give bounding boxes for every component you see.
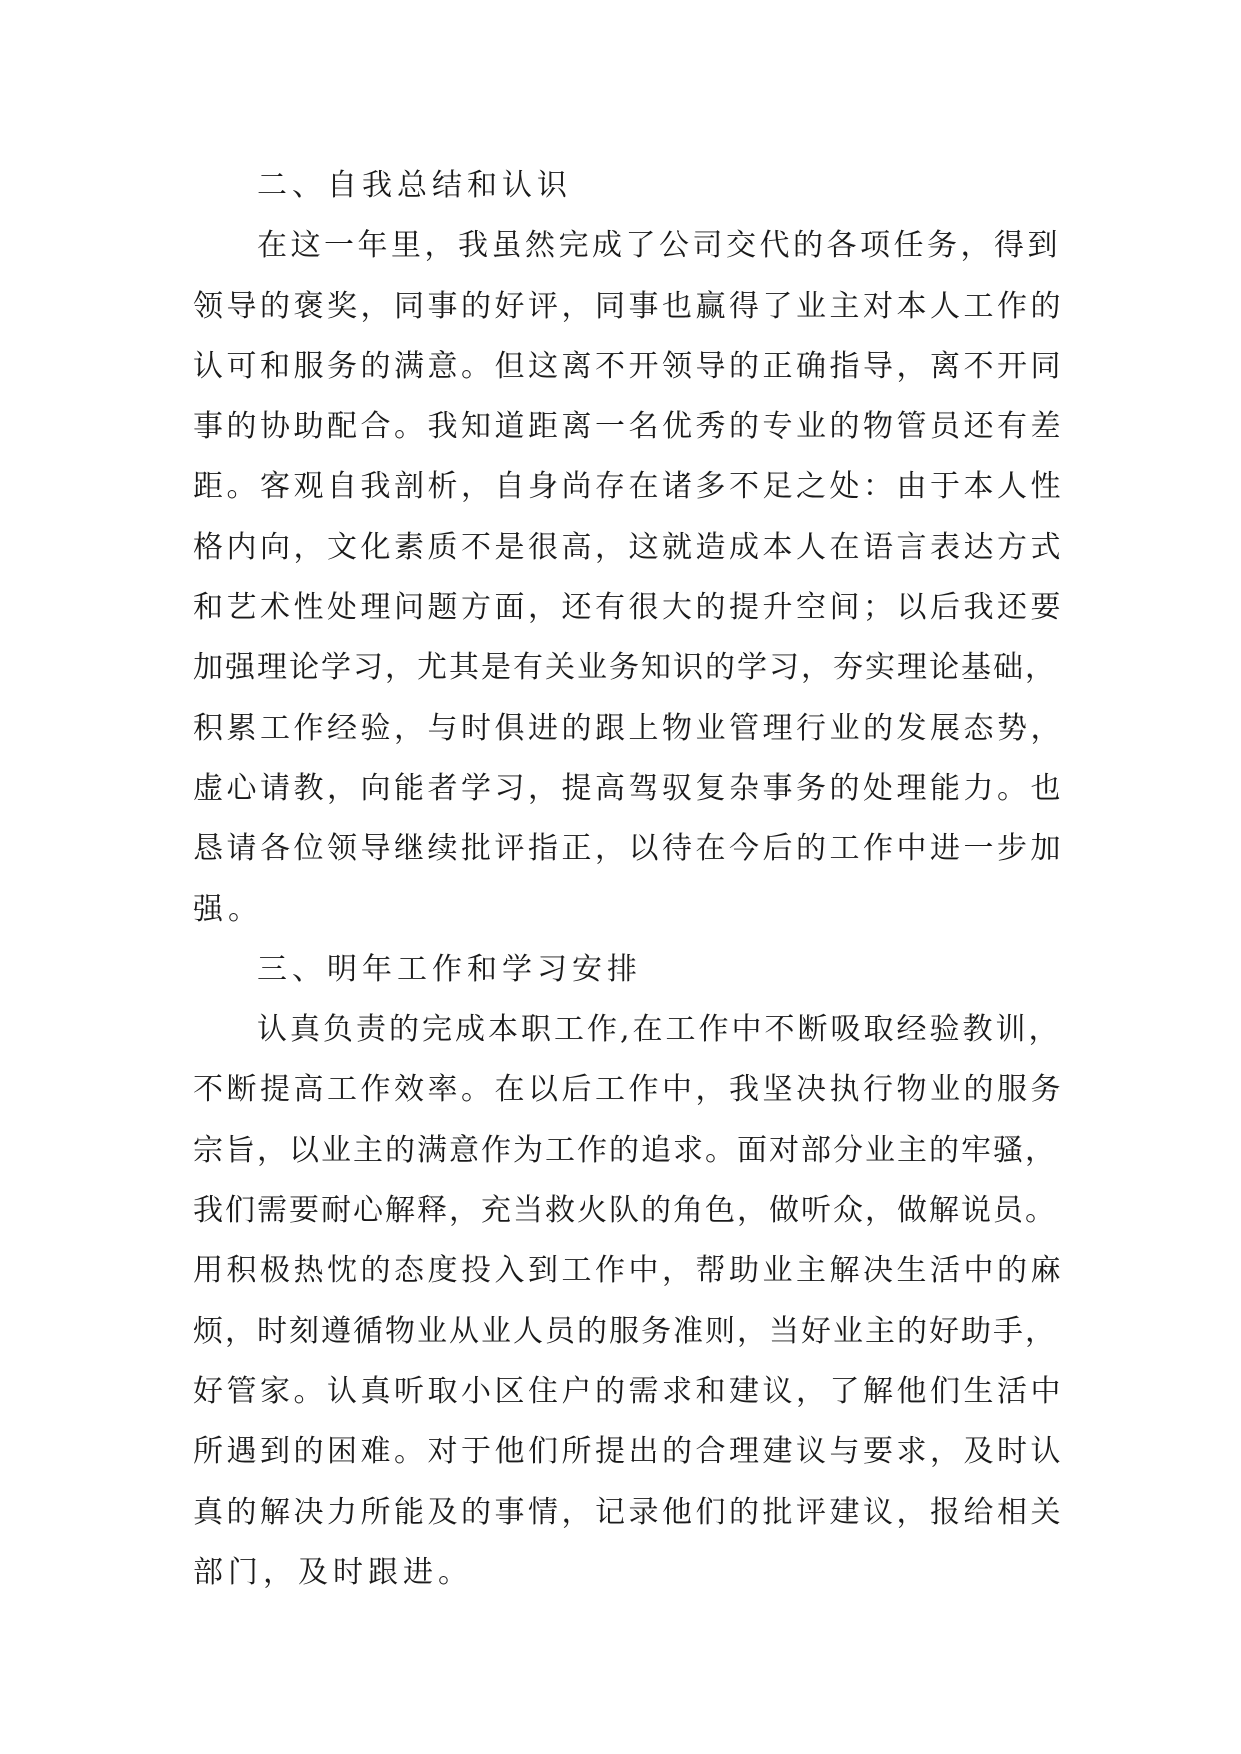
paragraph-line: 我们需要耐心解释，充当救火队的角色，做听众，做解说员。 [193,1193,1057,1229]
paragraph-line: 所遇到的困难。对于他们所提出的合理建议与要求，及时认 [193,1434,1064,1470]
paragraph-line: 格内向，文化素质不是很高，这就造成本人在语言表达方式 [193,529,1064,565]
paragraph-line: 不断提高工作效率。在以后工作中，我坚决执行物业的服务 [193,1072,1064,1108]
section-heading-self-summary: 二、自我总结和认识 [257,168,572,203]
paragraph-line: 虚心请教，向能者学习，提高驾驭复杂事务的处理能力。也 [193,770,1064,806]
paragraph-line: 和艺术性处理问题方面，还有很大的提升空间；以后我还要 [193,590,1064,626]
section-heading-next-year-plan: 三、明年工作和学习安排 [257,951,642,987]
paragraph-line: 距。客观自我剖析，自身尚存在诸多不足之处：由于本人性 [193,469,1064,505]
paragraph-line: 认可和服务的满意。但这离不开领导的正确指导，离不开同 [193,348,1064,384]
paragraph-line: 领导的褒奖，同事的好评，同事也赢得了业主对本人工作的 [193,288,1064,324]
paragraph-line: 在这一年里，我虽然完成了公司交代的各项任务，得到 [257,228,1061,264]
paragraph-line: 真的解决力所能及的事情，记录他们的批评建议，报给相关 [193,1494,1064,1530]
paragraph-line: 认真负责的完成本职工作,在工作中不断吸取经验教训， [257,1012,1062,1048]
paragraph-line: 部门，及时跟进。 [193,1554,473,1590]
paragraph-line: 恳请各位领导继续批评指正，以待在今后的工作中进一步加 [193,831,1064,867]
paragraph-line: 用积极热忱的态度投入到工作中，帮助业主解决生活中的麻 [193,1253,1064,1289]
paragraph-line: 好管家。认真听取小区住户的需求和建议，了解他们生活中 [193,1373,1064,1409]
paragraph-line: 加强理论学习，尤其是有关业务知识的学习，夯实理论基础， [193,650,1057,686]
paragraph-line: 强。 [193,891,263,927]
paragraph-line: 宗旨，以业主的满意作为工作的追求。面对部分业主的牢骚， [193,1132,1057,1168]
document-body [193,156,1068,1603]
paragraph-line: 事的协助配合。我知道距离一名优秀的专业的物管员还有差 [193,409,1064,445]
paragraph-line: 烦，时刻遵循物业从业人员的服务准则，当好业主的好助手， [193,1313,1057,1349]
paragraph-line: 积累工作经验，与时俱进的跟上物业管理行业的发展态势， [193,710,1064,746]
